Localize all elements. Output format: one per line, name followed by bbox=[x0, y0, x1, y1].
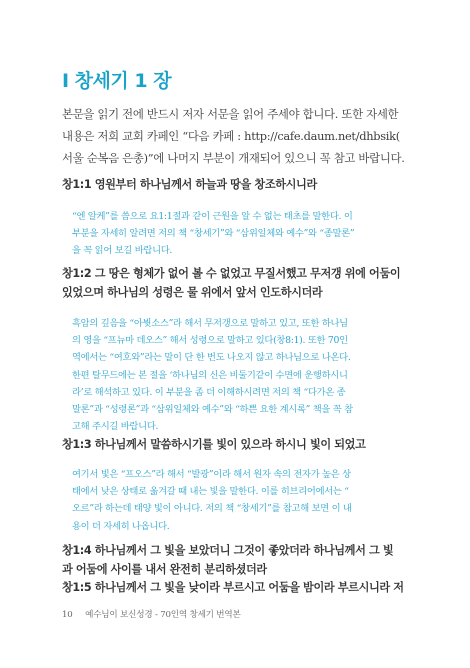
verse-line: 창1:3 하나님께서 말씀하시기를 빛이 있으라 하시니 빛이 되었고 bbox=[62, 438, 366, 451]
note-1-1 bbox=[72, 208, 412, 260]
verse-line: 창1:1 영원부터 하나님께서 하늘과 땅을 창조하시니라 bbox=[62, 178, 317, 191]
note-line: 라’로 해석하고 있다. 이 부분을 좀 더 이해하시려면 저의 책 “다가온 종 bbox=[72, 386, 346, 398]
note-1-2 bbox=[72, 315, 412, 435]
note-line: 오르”라 하는데 태양 빛이 아니다. 저의 책 “창세기”를 참고해 보면 이 내 bbox=[72, 503, 352, 515]
verse-line: 과 어둠에 사이를 내서 완전히 분리하셨더라 bbox=[62, 562, 267, 576]
note-line: 역에서는 “여호와”라는 말이 단 한 번도 나오지 않고 하나님으로 나온다. bbox=[72, 352, 351, 364]
verse-line: 창1:5 하나님께서 그 빛을 낮이라 부르시고 어둠을 밤이라 부르시니라 저 bbox=[62, 581, 404, 594]
page-footer bbox=[62, 608, 241, 620]
note-line: 용이 더 자세히 나옵니다. bbox=[72, 520, 170, 532]
note-1-3 bbox=[72, 466, 412, 535]
running-title: 예수님이 보신성경 - 70인역 창세기 번역본 bbox=[85, 610, 241, 620]
note-line: 고해 주시길 바랍니다. bbox=[72, 421, 159, 433]
verse-line: 창1:2 그 땅은 형체가 없어 볼 수 없었고 무질서했고 무저갱 위에 어둠이 bbox=[62, 267, 401, 280]
verse-1-4-5 bbox=[62, 542, 414, 598]
note-line: 한편 탈무드에는 본 절을 ‘하나님의 신은 비둘기같이 수면에 운행하시니 bbox=[72, 369, 348, 381]
chapter-title: I 창세기 1 장 bbox=[62, 70, 172, 92]
verse-line: 있었으며 하나님의 성령은 물 위에서 앞서 인도하시더라 bbox=[62, 285, 323, 299]
verse-1-2 bbox=[62, 265, 414, 302]
page-number: 10 bbox=[62, 610, 73, 620]
note-line: 의 영을 “프뉴마 데오스” 해서 성령으로 말하고 있다(창8:1). 또한 70인 bbox=[72, 335, 348, 347]
intro-line: 서울 순복음 은총)”에 나머지 부분이 개재되어 있으니 꼭 참고 바랍니다. bbox=[62, 151, 405, 165]
intro-paragraph bbox=[62, 103, 414, 169]
note-line: 을 꼭 읽어 보길 바랍니다. bbox=[72, 245, 173, 257]
verse-1-1 bbox=[62, 176, 414, 195]
note-line: 여기서 빛은 “프오스”라 해서 “발광”이라 해서 원자 속의 전자가 높은 상 bbox=[72, 469, 351, 480]
note-line: 태에서 낮은 상태로 옮겨갈 때 내는 빛을 말한다. 이를 히브리어에서는 “ bbox=[72, 486, 349, 498]
intro-line: 본문을 읽기 전에 반드시 저자 서문을 읽어 주세야 합니다. 또한 자세한 bbox=[62, 107, 399, 121]
intro-line: 내용은 저희 교회 카페인 “다음 카페 : http://cafe.daum.net/dhbsik( bbox=[62, 129, 400, 143]
note-line: 흑암의 깊음을 “아뷧소스”라 해서 무저갱으로 말하고 있고, 또한 하나님 bbox=[72, 318, 348, 329]
note-line: 말론”과 “성령론”과 “삼위일체와 예수”와 “하쁜 요한 계시록” 책을 꼭 참 bbox=[72, 404, 353, 416]
verse-1-3 bbox=[62, 436, 414, 455]
note-line: “엔 알케”를 씀으로 요1:1절과 같이 근원을 알 수 없는 태초를 말한다. 이 bbox=[72, 211, 353, 222]
verse-line: 창1:4 하나님께서 그 빛을 보았더니 그것이 좋았더라 하나님께서 그 빛 bbox=[62, 544, 394, 557]
note-line: 부분을 자세히 알려면 저의 책 “창세기”와 “삼위일체와 예수”와 “종말론” bbox=[72, 228, 355, 240]
